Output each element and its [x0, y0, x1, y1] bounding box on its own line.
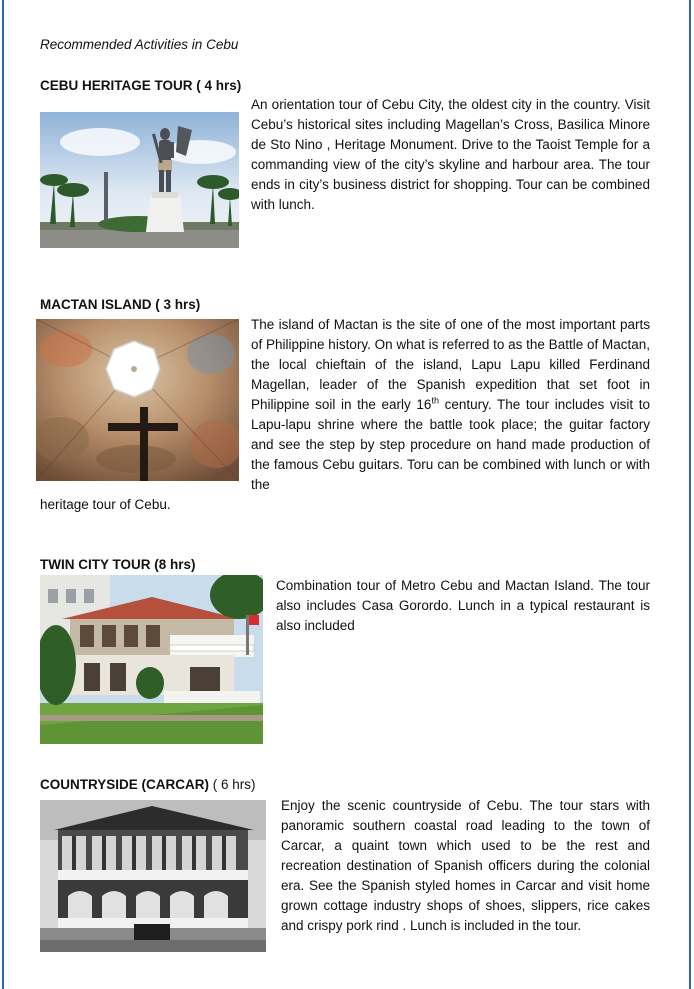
- tour-description-twin-city: Combination tour of Metro Cebu and Mactan Island. The tour also includes Casa Gorordo. Lunch in a typical restaurant is also included: [276, 578, 650, 633]
- tour-duration: (8 hrs): [154, 557, 196, 572]
- ordinal-suffix: th: [431, 395, 439, 406]
- tour-name: TWIN CITY TOUR: [40, 557, 151, 572]
- description-text: The island of Mactan is the site of one of the most important parts of Philippine history. On what is referred to as the Battle of Mactan, the local chieftain of the island, Lapu Lapu killed Ferdinand Magellan, leader of the Spanish expedition that set foot in Philippine soil in the early 16: [251, 317, 650, 412]
- description-text-continued: century. The tour includes visit to Lapu-lapu shrine where the battle took place; the guitar factory and see the step by step procedure on hand made production of the famous Cebu guitars. Toru can be combined with lunch or with the: [251, 397, 650, 492]
- tour-description-mactan-tail: heritage tour of Cebu.: [40, 497, 171, 512]
- photo-lapu-lapu-monument: [40, 112, 239, 248]
- photo-carcar-spanish-home: [40, 800, 266, 952]
- tour-duration: ( 3 hrs): [155, 297, 201, 312]
- tour-heading-heritage: [40, 78, 241, 93]
- tour-description-mactan: [251, 315, 650, 495]
- tour-duration: ( 6 hrs): [212, 777, 256, 792]
- tour-description-heritage: An orientation tour of Cebu City, the oldest city in the country. Visit Cebu’s historical sites including Magellan’s Cross, Basilica Minore de Sto Nino , Heritage Monument. Drive to the Taoist Temple for a commanding view of the city’s skyline and harbour area. The tour ends in city’s business district for shopping. Tour can be combined with lunch.: [251, 97, 650, 212]
- photo-casa-gorordo: [40, 575, 263, 744]
- tour-name: CEBU HERITAGE TOUR: [40, 78, 193, 93]
- tour-name: MACTAN ISLAND: [40, 297, 152, 312]
- tour-heading-countryside: [40, 777, 256, 792]
- document-title: Recommended Activities in Cebu: [40, 37, 239, 52]
- page-border-left: [2, 0, 4, 989]
- photo-magellans-cross-ceiling: [36, 319, 239, 481]
- tour-duration: ( 4 hrs): [196, 78, 242, 93]
- tour-name: COUNTRYSIDE (CARCAR): [40, 777, 209, 792]
- page-border-right: [689, 0, 691, 989]
- tour-heading-mactan: [40, 297, 200, 312]
- tour-description-countryside: Enjoy the scenic countryside of Cebu. The tour stars with panoramic southern coastal road leading to the town of Carcar, a quaint town which used to be the rest and recreation destination of Spanish officers during the colonial era. See the Spanish styled homes in Carcar and visit home grown cottage industry shops of shoes, slippers, rice cakes and crispy pork rind . Lunch is included in the tour.: [281, 798, 650, 933]
- tour-heading-twin-city: [40, 557, 196, 572]
